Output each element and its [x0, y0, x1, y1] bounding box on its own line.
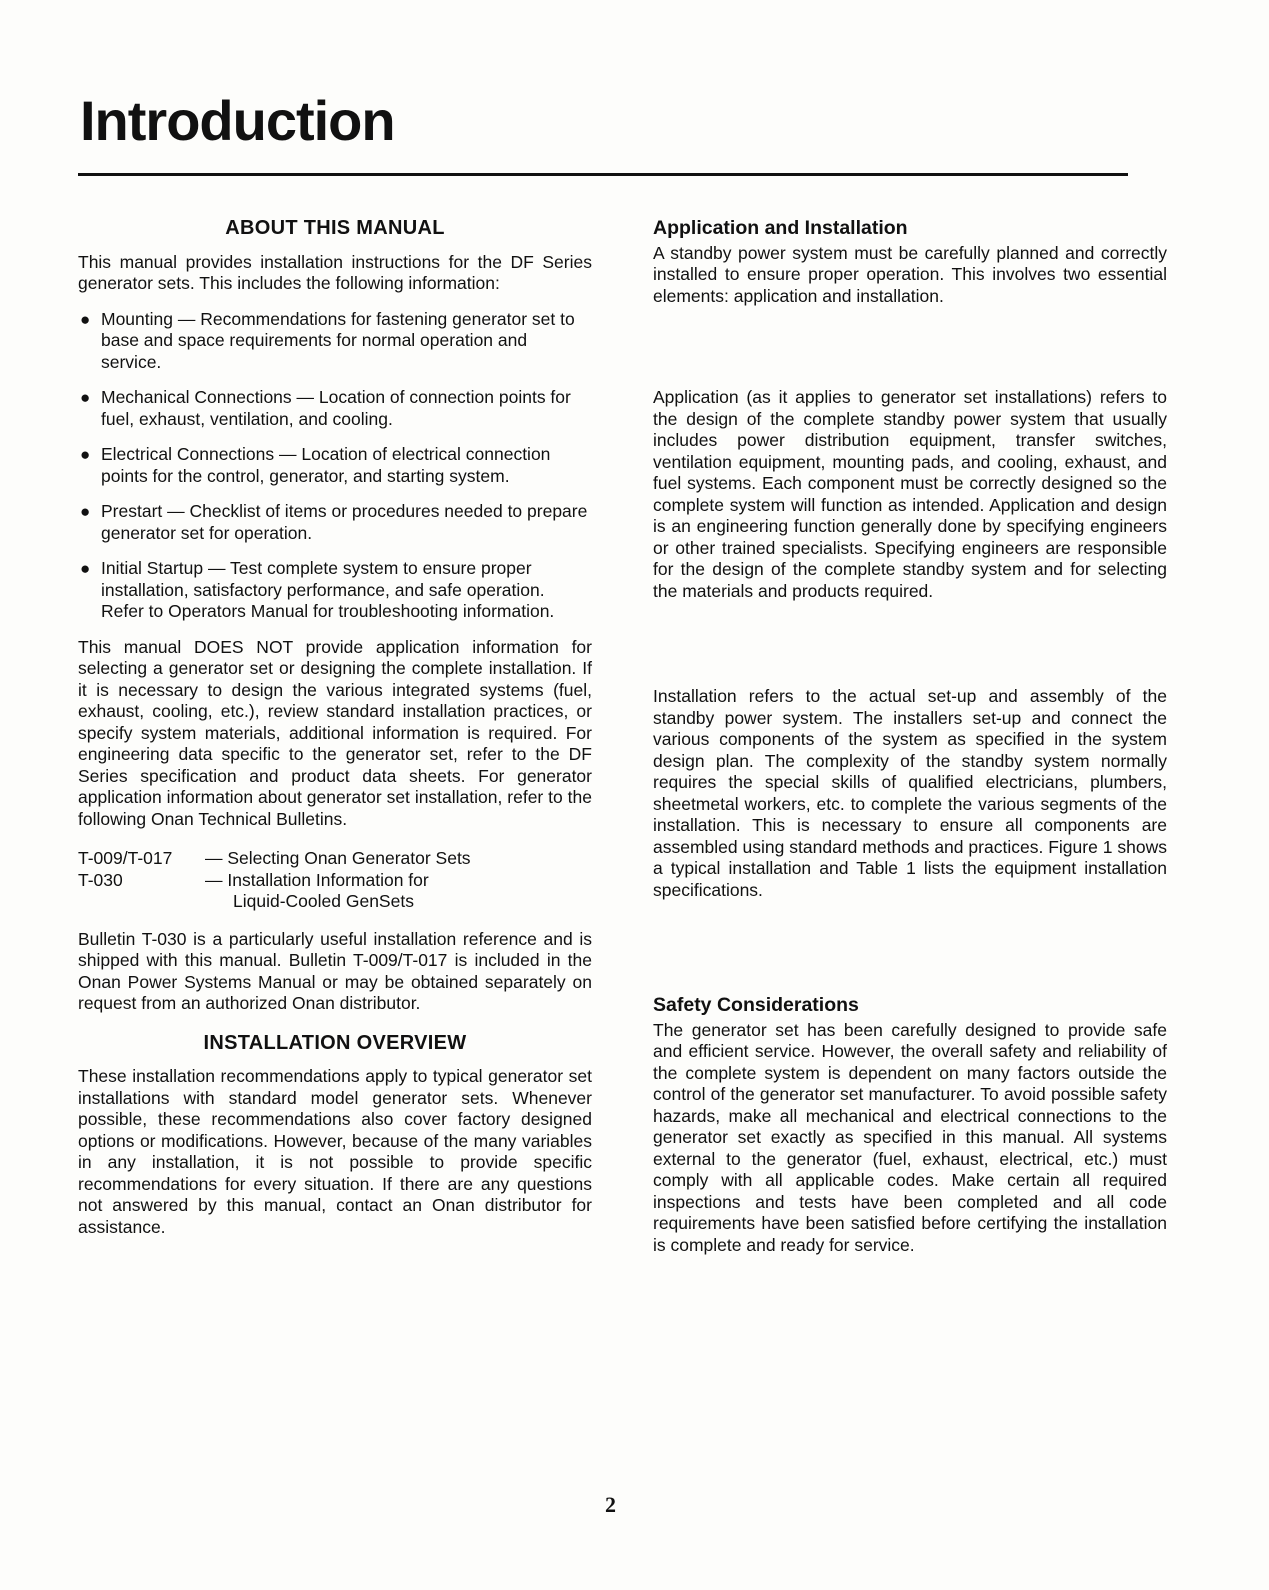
bullet-icon: ●	[80, 559, 91, 578]
list-item: ● Mounting — Recommendations for fastening generator set to base and space requirements for normal operation and service.	[80, 308, 575, 372]
left-column	[78, 214, 592, 1238]
list-item: ● Mechanical Connections — Location of connection points for fuel, exhaust, ventilation, and cooling.	[80, 387, 571, 429]
application-heading: Application and Installation	[653, 217, 908, 239]
page-number: 2	[605, 1492, 616, 1517]
overview-heading: INSTALLATION OVERVIEW	[203, 1031, 467, 1054]
bulletin-code: T-009/T-017	[78, 848, 173, 868]
right-column	[653, 214, 1167, 1256]
application-paragraph: Application (as it applies to generator set installations) refers to the design of the complete standby power system that usually includes power distribution equipment, transfer switches, ventilation equipment, mounting pads, and cooling, exhaust, and fuel systems. Each component must be correctly designed so the complete system will function as intended. Application and design is an engineering function generally done by specifying engineers or other trained specialists. Specifying engineers are responsible for the design of the complete standby system and for selecting the materials and products required.	[653, 387, 1167, 601]
safety-paragraph: The generator set has been carefully designed to provide safe and efficient service. However, the overall safety and reliability of the complete system is dependent on many factors outside the control of the generator set manufacturer. To avoid possible safety hazards, make all mechanical and electrical connections to the generator set exactly as specified in this manual. All systems external to the generator (fuel, exhaust, electrical, etc.) must comply with all applicable codes. Make certain all required inspections and tests have been completed and all code requirements have been satisfied before certifying the installation is complete and ready for service.	[653, 1019, 1167, 1255]
bulletin-desc: — Installation Information for	[205, 869, 429, 890]
bulletin-paragraph: Bulletin T-030 is a particularly useful installation reference and is shipped with this manual. Bulletin T-009/T-017 is included in the Onan Power Systems Manual or may be obtained separately on request from an authorized Onan distributor.	[78, 928, 592, 1013]
bulletin-list	[78, 848, 592, 913]
bulletin-row	[78, 870, 592, 892]
installation-paragraph: Installation refers to the actual set-up and assembly of the standby power system. The installers set-up and connect the various components of the system as specified in the system design plan. The complexity of the standby system normally requires the special skills of qualified electricians, plumbers, sheetmetal workers, etc. to complete the various segments of the installation. This is necessary to ensure all components are assembled using standard methods and practices. Figure 1 shows a typical installation and Table 1 lists the equipment installation specifications.	[653, 686, 1167, 900]
bulletin-code: T-030	[78, 869, 123, 890]
about-heading: ABOUT THIS MANUAL	[225, 217, 445, 239]
does-not-paragraph: This manual DOES NOT provide application information for selecting a generator set or designing the complete installation. If it is necessary to design the various integrated systems (fuel, exhaust, cooling, etc.), review standard installation practices, or specify system materials, additional information is required. For engineering data specific to the generator set, refer to the DF Series specification and product data sheets. For generator application information about generator set installation, refer to the following Onan Technical Bulletins.	[78, 636, 592, 829]
list-item: ● Electrical Connections — Location of electrical connection points for the control, generator, and starting system.	[80, 444, 551, 486]
bullet-icon: ●	[80, 388, 91, 407]
title-rule	[78, 173, 1128, 176]
safety-heading: Safety Considerations	[653, 994, 859, 1016]
list-item: ● Initial Startup — Test complete system to ensure proper installation, satisfactory performance, and safe operation. Refer to Operators Manual for troubleshooting information.	[80, 558, 555, 621]
list-item: ● Prestart — Checklist of items or procedures needed to prepare generator set for operation.	[80, 501, 588, 543]
info-list	[78, 309, 592, 623]
bulletin-desc: — Selecting Onan Generator Sets	[205, 848, 471, 868]
bulletin-row-cont	[78, 891, 592, 913]
bullet-icon: ●	[80, 445, 91, 464]
application-intro: A standby power system must be carefully planned and correctly installed to ensure proper operation. This involves two essential elements: application and installation.	[653, 242, 1167, 306]
about-intro: This manual provides installation instructions for the DF Series generator sets. This includes the following information:	[78, 251, 592, 293]
overview-paragraph: These installation recommendations apply to typical generator set installations with standard model generator sets. Whenever possible, these recommendations also cover factory designed options or modifications. However, because of the many variables in any installation, it is not possible to provide specific recommendations for every situation. If there are any questions not answered by this manual, contact an Onan distributor for assistance.	[78, 1066, 592, 1237]
bulletin-desc-cont: Liquid-Cooled GenSets	[233, 891, 414, 911]
bulletin-row	[78, 848, 592, 870]
bullet-icon: ●	[80, 309, 91, 329]
bullet-icon: ●	[80, 502, 91, 521]
page-title: Introduction	[80, 89, 395, 152]
